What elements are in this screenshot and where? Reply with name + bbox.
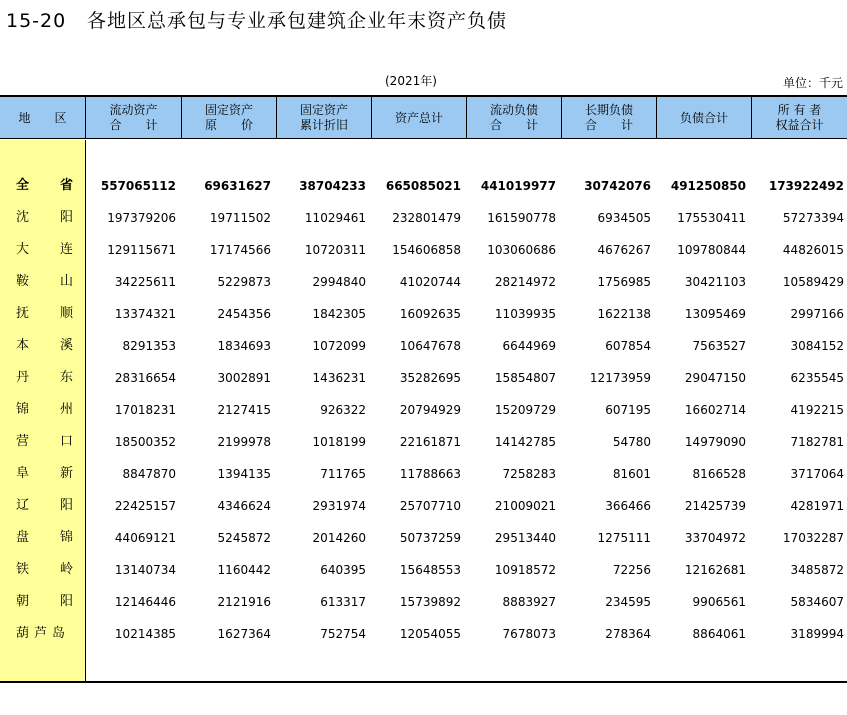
table-cell: 3189994 — [790, 627, 844, 641]
table-cell: 1627364 — [217, 627, 271, 641]
region-name — [0, 586, 86, 618]
table-cell: 17032287 — [782, 531, 844, 545]
table-cell: 12054055 — [399, 627, 461, 641]
table-cell: 7563527 — [692, 339, 746, 353]
region-name-char: 丹 — [16, 370, 30, 385]
region-name-char: 阜 — [16, 466, 30, 481]
table-cell: 1842305 — [312, 307, 366, 321]
table-cell: 21425739 — [684, 499, 746, 513]
table-cell: 8864061 — [692, 627, 746, 641]
table-cell: 711765 — [320, 467, 366, 481]
header-cell — [657, 97, 752, 139]
region-name-char: 辽 — [16, 498, 30, 513]
table-cell: 28214972 — [494, 275, 556, 289]
table-cell: 29047150 — [684, 371, 746, 385]
table-cell: 15209729 — [494, 403, 556, 417]
header-line1: 地 区 — [18, 110, 67, 125]
region-name-char: 州 — [60, 402, 74, 417]
table-row — [0, 330, 847, 362]
table-cell: 366466 — [605, 499, 651, 513]
table-row — [0, 586, 847, 618]
table-cell: 9906561 — [692, 595, 746, 609]
table-cell: 35282695 — [399, 371, 461, 385]
table-cell: 33704972 — [684, 531, 746, 545]
table-cell: 129115671 — [107, 243, 176, 257]
table-cell: 30742076 — [584, 179, 651, 193]
table-cell: 1756985 — [597, 275, 651, 289]
header-line2: 合 计 — [489, 118, 538, 132]
region-name — [0, 330, 86, 362]
header-cell — [182, 97, 277, 139]
header-line1: 长期负债 — [584, 103, 633, 117]
table-row — [0, 202, 847, 234]
region-name-char: 溪 — [60, 338, 74, 353]
header-line2: 合 计 — [584, 118, 633, 132]
table-cell: 5245872 — [217, 531, 271, 545]
table-cell: 22425157 — [114, 499, 176, 513]
table-cell: 12173959 — [589, 371, 651, 385]
region-name — [0, 202, 86, 234]
region-name — [0, 554, 86, 586]
region-name-char: 阳 — [60, 594, 74, 609]
table-row — [0, 458, 847, 490]
table-cell: 81601 — [612, 467, 651, 481]
table-cell: 6644969 — [502, 339, 556, 353]
table-cell: 12162681 — [684, 563, 746, 577]
region-name — [0, 170, 86, 202]
table-cell: 18500352 — [114, 435, 176, 449]
region-name-char: 葫芦岛 — [16, 626, 71, 641]
table-cell: 14142785 — [494, 435, 556, 449]
table-cell: 11039935 — [494, 307, 556, 321]
table-row — [0, 298, 847, 330]
header-line1: 流动资产 — [109, 103, 158, 117]
region-name-char: 沈 — [16, 210, 30, 225]
table-cell: 22161871 — [399, 435, 461, 449]
header-line1: 流动负债 — [489, 103, 538, 117]
table-cell: 161590778 — [487, 211, 556, 225]
header-line2: 合 计 — [109, 118, 158, 132]
table-cell: 1622138 — [597, 307, 651, 321]
table-cell: 41020744 — [399, 275, 461, 289]
table-cell: 13140734 — [114, 563, 176, 577]
header-cell — [277, 97, 372, 139]
header-line1: 固定资产 — [299, 103, 348, 117]
table-cell: 8847870 — [122, 467, 176, 481]
table-cell: 72256 — [612, 563, 651, 577]
table-bottom-rule — [0, 681, 847, 683]
region-name-char: 锦 — [16, 402, 30, 417]
region-name-char: 阳 — [60, 210, 74, 225]
table-cell: 44069121 — [114, 531, 176, 545]
table-cell: 2014260 — [312, 531, 366, 545]
table-cell: 21009021 — [494, 499, 556, 513]
table-cell: 16092635 — [399, 307, 461, 321]
table-cell: 2454356 — [217, 307, 271, 321]
table-cell: 2199978 — [217, 435, 271, 449]
table-cell: 11788663 — [399, 467, 461, 481]
table-row — [0, 234, 847, 266]
table-cell: 6235545 — [790, 371, 844, 385]
table-row — [0, 554, 847, 586]
table-cell: 10918572 — [494, 563, 556, 577]
table-cell: 1275111 — [597, 531, 651, 545]
table-cell: 28316654 — [114, 371, 176, 385]
header-cell — [0, 97, 86, 139]
table-cell: 10647678 — [399, 339, 461, 353]
table-row — [0, 426, 847, 458]
region-name — [0, 426, 86, 458]
table-cell: 20794929 — [399, 403, 461, 417]
region-name-char: 盘 — [16, 530, 30, 545]
table-cell: 30421103 — [684, 275, 746, 289]
table-cell: 69631627 — [204, 179, 271, 193]
table-cell: 38704233 — [299, 179, 366, 193]
table-row — [0, 266, 847, 298]
table-cell: 1436231 — [312, 371, 366, 385]
header-cell — [467, 97, 562, 139]
table-cell: 613317 — [320, 595, 366, 609]
table-cell: 278364 — [605, 627, 651, 641]
region-name — [0, 266, 86, 298]
table-row — [0, 490, 847, 522]
table-cell: 173922492 — [768, 179, 844, 193]
table-cell: 175530411 — [677, 211, 746, 225]
table-cell: 926322 — [320, 403, 366, 417]
region-name-char: 大 — [16, 242, 30, 257]
table-cell: 17018231 — [114, 403, 176, 417]
table-cell: 34225611 — [114, 275, 176, 289]
region-name — [0, 618, 86, 650]
table-cell: 8291353 — [122, 339, 176, 353]
table-cell: 5834607 — [790, 595, 844, 609]
table-number: 15-20 — [6, 10, 67, 32]
header-line2: 权益合计 — [775, 118, 824, 132]
region-name-char: 朝 — [16, 594, 30, 609]
table-cell: 234595 — [605, 595, 651, 609]
table-cell: 557065112 — [100, 179, 176, 193]
table-cell: 109780844 — [677, 243, 746, 257]
table-title: 各地区总承包与专业承包建筑企业年末资产负债 — [87, 10, 508, 32]
region-name-char: 顺 — [60, 306, 74, 321]
table-cell: 8883927 — [502, 595, 556, 609]
table-cell: 3485872 — [790, 563, 844, 577]
table-cell: 4192215 — [790, 403, 844, 417]
table-cell: 640395 — [320, 563, 366, 577]
table-cell: 13095469 — [684, 307, 746, 321]
table-cell: 2127415 — [217, 403, 271, 417]
table-row — [0, 618, 847, 650]
table-cell: 103060686 — [487, 243, 556, 257]
table-cell: 4281971 — [790, 499, 844, 513]
table-cell: 1072099 — [312, 339, 366, 353]
header-cell — [562, 97, 657, 139]
region-name-char: 岭 — [60, 562, 74, 577]
header-cell — [372, 97, 467, 139]
table-row — [0, 394, 847, 426]
table-cell: 10589429 — [782, 275, 844, 289]
table-cell: 2121916 — [217, 595, 271, 609]
table-cell: 44826015 — [782, 243, 844, 257]
table-cell: 15854807 — [494, 371, 556, 385]
table-cell: 7258283 — [502, 467, 556, 481]
table-cell: 29513440 — [494, 531, 556, 545]
table-cell: 2994840 — [312, 275, 366, 289]
table-cell: 13374321 — [114, 307, 176, 321]
table-cell: 25707710 — [399, 499, 461, 513]
header-line1: 固定资产 — [204, 103, 253, 117]
region-name-char: 阳 — [60, 498, 74, 513]
region-name — [0, 298, 86, 330]
region-name-char: 鞍 — [16, 274, 30, 289]
table-cell: 7678073 — [502, 627, 556, 641]
table-cell: 10720311 — [304, 243, 366, 257]
table-cell: 491250850 — [670, 179, 746, 193]
region-name-char: 山 — [60, 274, 74, 289]
header-line2: 累计折旧 — [299, 118, 348, 132]
region-name-char: 营 — [16, 434, 30, 449]
table-cell: 3717064 — [790, 467, 844, 481]
table-cell: 7182781 — [790, 435, 844, 449]
header-line1: 负债合计 — [679, 110, 728, 125]
table-cell: 607195 — [605, 403, 651, 417]
table-row — [0, 362, 847, 394]
region-name — [0, 234, 86, 266]
region-name — [0, 394, 86, 426]
table-cell: 5229873 — [217, 275, 271, 289]
table-cell: 665085021 — [385, 179, 461, 193]
table-header-row — [0, 95, 847, 139]
table-cell: 17174566 — [209, 243, 271, 257]
table-row-total — [0, 170, 847, 202]
table-cell: 15648553 — [399, 563, 461, 577]
table-cell: 12146446 — [114, 595, 176, 609]
table-cell: 2997166 — [790, 307, 844, 321]
table-cell: 1160442 — [217, 563, 271, 577]
table-cell: 3084152 — [790, 339, 844, 353]
table-cell: 154606858 — [392, 243, 461, 257]
table-cell: 15739892 — [399, 595, 461, 609]
region-name-char: 东 — [60, 370, 74, 385]
region-name-char: 全 — [16, 178, 30, 193]
region-name-char: 新 — [60, 466, 74, 481]
table-cell: 1394135 — [217, 467, 271, 481]
region-name-char: 本 — [16, 338, 30, 353]
region-name — [0, 490, 86, 522]
table-cell: 11029461 — [304, 211, 366, 225]
table-cell: 3002891 — [217, 371, 271, 385]
table-cell: 1018199 — [312, 435, 366, 449]
region-name-char: 锦 — [60, 530, 74, 545]
region-name-char: 连 — [60, 242, 74, 257]
table-cell: 4676267 — [597, 243, 651, 257]
table-cell: 752754 — [320, 627, 366, 641]
unit-label: 单位：千元 — [782, 76, 843, 90]
page-title — [6, 6, 507, 32]
table-cell: 54780 — [612, 435, 651, 449]
table-cell: 2931974 — [312, 499, 366, 513]
header-line1: 资产总计 — [394, 110, 443, 125]
table-cell: 57273394 — [782, 211, 844, 225]
table-cell: 607854 — [605, 339, 651, 353]
region-name — [0, 522, 86, 554]
region-name-char: 口 — [60, 434, 74, 449]
region-name-char: 抚 — [16, 306, 30, 321]
region-name-char: 省 — [60, 178, 74, 193]
table-cell: 232801479 — [392, 211, 461, 225]
table-cell: 441019977 — [480, 179, 556, 193]
header-line2: 原 价 — [204, 118, 253, 132]
header-line1: 所 有 者 — [777, 103, 822, 117]
year-label: (2021年) — [385, 74, 437, 88]
table-cell: 50737259 — [399, 531, 461, 545]
table-cell: 16602714 — [684, 403, 746, 417]
region-name-char: 铁 — [16, 562, 30, 577]
table-cell: 6934505 — [597, 211, 651, 225]
table-cell: 1834693 — [217, 339, 271, 353]
table-cell: 19711502 — [209, 211, 271, 225]
region-name — [0, 458, 86, 490]
table-row — [0, 522, 847, 554]
header-cell — [752, 97, 847, 139]
table-cell: 14979090 — [684, 435, 746, 449]
table-cell: 197379206 — [107, 211, 176, 225]
header-cell — [86, 97, 182, 139]
table-cell: 10214385 — [114, 627, 176, 641]
table-cell: 8166528 — [692, 467, 746, 481]
table-cell: 4346624 — [217, 499, 271, 513]
region-name — [0, 362, 86, 394]
